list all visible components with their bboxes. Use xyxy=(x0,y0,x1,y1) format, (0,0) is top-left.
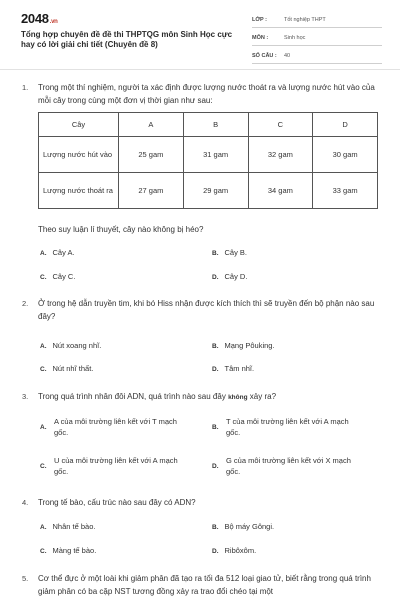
option-text: Màng tế bào. xyxy=(52,546,97,555)
option-label: C. xyxy=(40,274,47,281)
option-d[interactable] xyxy=(212,271,247,283)
question-number: 4. xyxy=(22,498,29,507)
option-d[interactable] xyxy=(212,363,254,375)
table-cell: 27 gam xyxy=(119,173,184,209)
site-logo[interactable] xyxy=(21,11,58,26)
question-stem xyxy=(38,391,382,405)
option-text: Ribôxôm. xyxy=(224,546,257,555)
document-header xyxy=(0,0,400,70)
option-text: G của môi trường liên kết với X mạch gốc. xyxy=(226,456,351,476)
table-cell: 32 gam xyxy=(248,137,313,173)
table-cell: 34 gam xyxy=(248,173,313,209)
question-1-followup xyxy=(22,224,382,237)
table-header-cell: B xyxy=(183,113,248,137)
option-label: C. xyxy=(40,463,47,470)
option-b[interactable] xyxy=(212,521,274,533)
meta-value: Sinh học xyxy=(284,35,306,41)
option-text: Tâm nhĩ. xyxy=(224,364,255,373)
table-cell: Lượng nước thoát ra xyxy=(39,173,119,209)
option-label: A. xyxy=(40,250,47,257)
question-followup: Theo suy luận lí thuyết, cây nào không bị héo? xyxy=(38,225,204,234)
option-label: A. xyxy=(40,424,47,431)
option-d[interactable] xyxy=(212,545,256,557)
question-stem: Trong tế bào, cấu trúc nào sau đây có ADN? xyxy=(38,498,196,507)
meta-value: 40 xyxy=(284,53,291,59)
option-label: A. xyxy=(40,343,47,350)
option-text: Nhân tế bào. xyxy=(52,522,96,531)
option-b[interactable] xyxy=(212,247,247,259)
table-cell: 33 gam xyxy=(313,173,378,209)
question-2 xyxy=(22,298,382,323)
option-label: D. xyxy=(212,274,219,281)
question-number: 1. xyxy=(22,83,29,92)
meta-key: SỐ CÂU : xyxy=(252,53,277,59)
table-header-cell: A xyxy=(119,113,184,137)
table-header-cell: Cây xyxy=(39,113,119,137)
option-c[interactable] xyxy=(40,271,75,283)
option-a[interactable] xyxy=(40,521,95,533)
option-text: Cây A. xyxy=(52,248,75,257)
logo-text: 2048 xyxy=(21,11,49,26)
option-c[interactable] xyxy=(40,455,190,477)
meta-key: MÔN : xyxy=(252,35,269,41)
option-label: D. xyxy=(212,366,219,373)
meta-key: LỚP : xyxy=(252,17,267,23)
table-row xyxy=(39,137,378,173)
option-label: B. xyxy=(212,343,219,350)
option-label: C. xyxy=(40,548,47,555)
option-a[interactable] xyxy=(40,247,75,259)
question-3 xyxy=(22,391,382,405)
question-stem: Cơ thể đực ở một loài khi giảm phân đã tạo ra tối đa 512 loại giao tử, biết rằng trong quá trình giảm phân có ba cặp NST tương đồng xảy ra trao đổi chéo tại một xyxy=(38,574,371,596)
table-cell: 25 gam xyxy=(119,137,184,173)
option-text: T của môi trường liên kết với A mạch gốc. xyxy=(226,417,349,437)
stem-text: Trong quá trình nhân đôi ADN, quá trình nào sau đây xyxy=(38,392,229,401)
table-header-cell: D xyxy=(313,113,378,137)
option-c[interactable] xyxy=(40,545,96,557)
option-text: Cây D. xyxy=(224,272,248,281)
table-row xyxy=(39,173,378,209)
option-label: B. xyxy=(212,424,219,431)
table-header-row xyxy=(39,113,378,137)
logo-suffix: .vn xyxy=(49,19,58,25)
table-cell: 31 gam xyxy=(183,137,248,173)
table-header-cell: C xyxy=(248,113,313,137)
meta-row-class xyxy=(252,14,382,28)
option-label: D. xyxy=(212,463,219,470)
option-text: Mạng Pôuking. xyxy=(224,341,275,350)
header-divider xyxy=(0,69,400,70)
option-text: Nút xoang nhĩ. xyxy=(52,341,102,350)
option-text: A của môi trường liên kết với T mạch gốc. xyxy=(54,417,177,437)
option-label: B. xyxy=(212,524,219,531)
option-a[interactable] xyxy=(40,340,101,352)
question-number: 2. xyxy=(22,299,29,308)
question-5 xyxy=(22,573,382,598)
question-4 xyxy=(22,497,382,510)
option-text: Cây C. xyxy=(52,272,76,281)
option-text: U của môi trường liên kết với A mạch gốc. xyxy=(54,456,178,476)
meta-value: Tốt nghiệp THPT xyxy=(284,17,326,23)
option-c[interactable] xyxy=(40,363,93,375)
table-cell: 29 gam xyxy=(183,173,248,209)
option-a[interactable] xyxy=(40,416,190,438)
table-cell: Lượng nước hút vào xyxy=(39,137,119,173)
question-number: 3. xyxy=(22,392,29,401)
option-d[interactable] xyxy=(212,455,362,477)
stem-text: xảy ra? xyxy=(247,392,277,401)
option-label: A. xyxy=(40,524,47,531)
question-stem: Ở trong hệ dẫn truyền tim, khi bó Hiss nhận được kích thích thì sẽ truyền đến bộ phận nào sau đây? xyxy=(38,299,375,321)
water-table xyxy=(38,112,378,209)
stem-emphasis: không xyxy=(228,394,248,401)
option-text: Nút nhĩ thất. xyxy=(52,364,94,373)
option-text: Cây B. xyxy=(224,248,248,257)
option-b[interactable] xyxy=(212,340,275,352)
option-label: C. xyxy=(40,366,47,373)
meta-row-subject xyxy=(252,32,382,46)
document-title: Tổng hợp chuyên đề đề thi THPTQG môn Sinh Học cực hay có lời giải chi tiết (Chuyên đề 8) xyxy=(21,30,233,49)
table-cell: 30 gam xyxy=(313,137,378,173)
option-label: D. xyxy=(212,548,219,555)
question-1 xyxy=(22,82,382,107)
document-meta xyxy=(252,14,382,68)
meta-row-count xyxy=(252,50,382,64)
option-b[interactable] xyxy=(212,416,362,438)
question-stem: Trong một thí nghiệm, người ta xác định được lượng nước thoát ra và lượng nước hút vào của mỗi cây trong cùng một đơn vị thời gian như sau: xyxy=(38,83,375,105)
question-number: 5. xyxy=(22,574,29,583)
option-label: B. xyxy=(212,250,219,257)
option-text: Bộ máy Gôngi. xyxy=(224,522,275,531)
